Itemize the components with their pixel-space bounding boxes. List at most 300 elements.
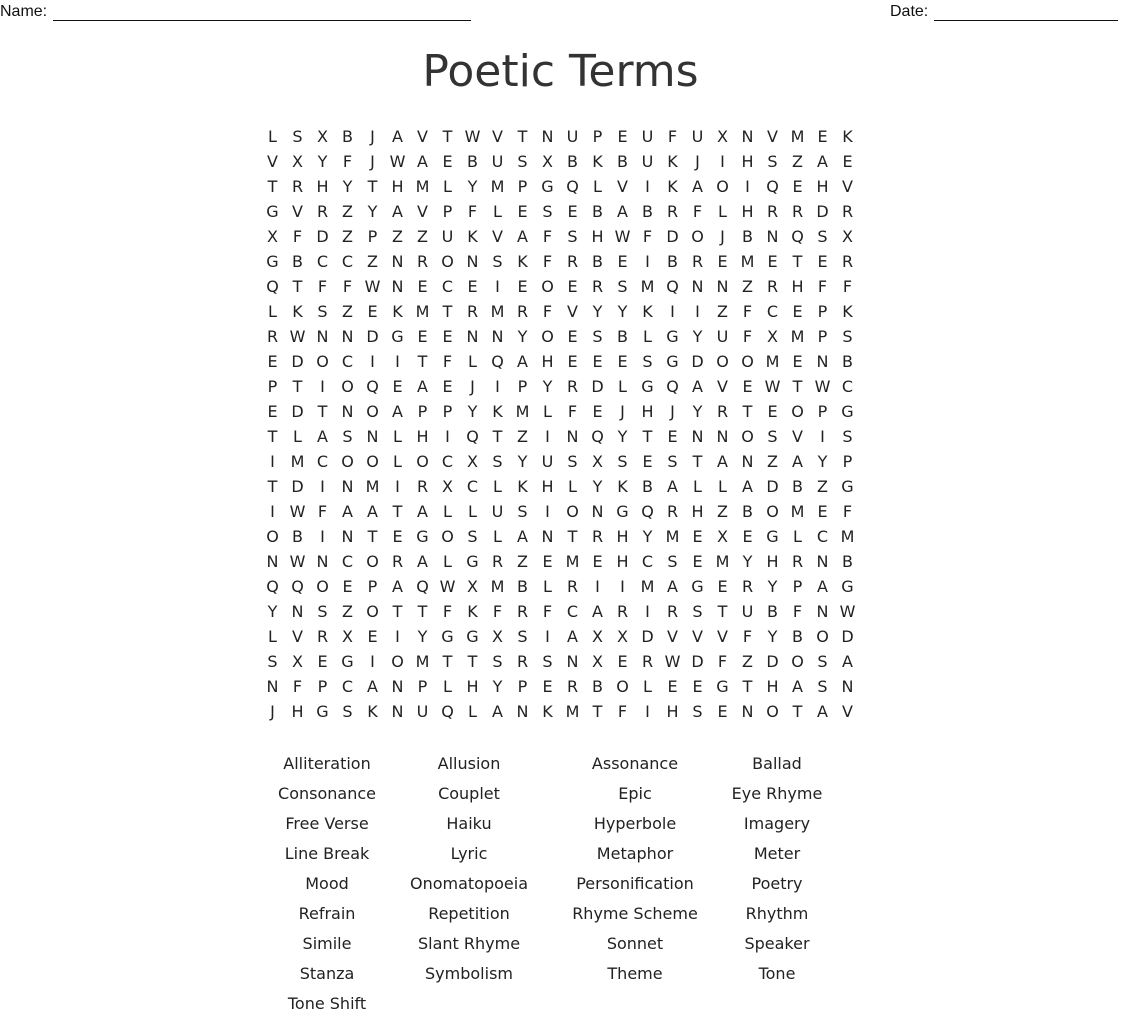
grid-letter: E [517,277,528,296]
grid-letter: K [467,227,478,246]
grid-letter: E [617,652,628,671]
grid-letter: O [341,452,354,471]
grid-letter: A [517,352,528,371]
grid-letter: S [492,452,503,471]
grid-letter: L [643,677,652,696]
grid-letter: X [492,627,503,646]
grid-letter: X [467,577,478,596]
grid-letter: K [592,152,603,171]
grid-letter: N [741,452,754,471]
grid-letter: R [316,627,329,646]
grid-letter: P [367,227,378,246]
word-list-item: Rhyme Scheme [572,904,698,923]
grid-letter: N [291,602,304,621]
grid-letter: T [267,427,278,446]
grid-letter: U [716,327,729,346]
grid-letter: T [292,377,303,396]
grid-letter: O [441,527,454,546]
grid-letter: M [715,552,730,571]
grid-letter: S [642,352,653,371]
grid-letter: N [591,502,604,521]
grid-letter: A [667,577,678,596]
grid-letter: L [468,352,477,371]
grid-letter: Y [317,152,328,171]
word-list-item: Line Break [284,844,370,863]
grid-letter: U [741,602,754,621]
grid-letter: A [392,402,403,421]
grid-letter: X [617,627,628,646]
grid-letter: O [366,602,379,621]
grid-letter: R [416,252,429,271]
word-list-item: Refrain [298,904,356,923]
grid-letter: I [320,527,325,546]
grid-letter: G [766,527,779,546]
grid-letter: N [466,252,479,271]
grid-letter: G [466,552,479,571]
grid-letter: I [645,252,650,271]
grid-letter: Q [666,377,679,396]
grid-letter: S [567,227,578,246]
grid-letter: K [492,402,503,421]
grid-letter: N [716,427,729,446]
grid-letter: I [720,152,725,171]
grid-letter: Z [717,302,728,321]
word-list-item: Onomatopoeia [409,874,528,893]
word-list-item: Lyric [450,844,488,863]
grid-letter: P [592,127,603,146]
grid-letter: S [692,702,703,721]
grid-letter: G [841,402,854,421]
grid-letter: E [317,652,328,671]
name-blank-line[interactable] [53,2,471,21]
grid-letter: I [270,502,275,521]
grid-letter: P [317,677,328,696]
grid-letter: E [417,277,428,296]
grid-letter: Q [791,227,804,246]
grid-letter: Y [467,177,478,196]
grid-letter: G [541,177,554,196]
grid-letter: B [617,152,628,171]
grid-letter: H [766,552,779,571]
grid-letter: F [692,202,703,221]
grid-letter: G [691,577,704,596]
grid-letter: R [316,202,329,221]
grid-letter: A [392,202,403,221]
grid-letter: O [716,177,729,196]
grid-letter: A [617,202,628,221]
grid-letter: B [617,327,628,346]
grid-letter: Y [342,177,353,196]
grid-letter: N [816,352,829,371]
grid-letter: L [593,177,602,196]
grid-letter: P [442,402,453,421]
grid-letter: N [341,327,354,346]
grid-letter: L [793,527,802,546]
word-list-item: Free Verse [285,814,369,833]
grid-letter: V [492,227,503,246]
grid-letter: F [817,277,828,296]
grid-letter: Y [742,552,753,571]
word-list-item: Metaphor [596,844,674,863]
grid-letter: Y [817,452,828,471]
grid-letter: N [466,327,479,346]
grid-letter: Z [742,277,753,296]
grid-letter: R [591,527,604,546]
grid-letter: F [742,327,753,346]
grid-letter: B [342,127,353,146]
grid-letter: L [443,677,452,696]
grid-letter: L [293,427,302,446]
grid-letter: E [717,577,728,596]
grid-letter: G [416,527,429,546]
grid-letter: R [666,502,679,521]
grid-letter: Q [266,577,279,596]
grid-letter: X [717,127,728,146]
name-field[interactable] [0,2,471,21]
word-list-item: Repetition [428,904,510,923]
grid-letter: U [641,127,654,146]
grid-letter: P [817,302,828,321]
grid-letter: Y [467,402,478,421]
grid-letter: P [517,377,528,396]
grid-letter: B [742,502,753,521]
grid-letter: Q [766,177,779,196]
grid-letter: J [470,377,475,396]
grid-letter: E [517,202,528,221]
word-list-item: Couplet [438,784,500,803]
grid-letter: P [517,177,528,196]
grid-letter: S [317,602,328,621]
grid-letter: U [641,152,654,171]
grid-letter: S [817,227,828,246]
grid-letter: E [592,402,603,421]
grid-letter: R [566,677,579,696]
grid-letter: R [491,552,504,571]
grid-letter: I [645,702,650,721]
grid-letter: T [392,602,403,621]
grid-letter: S [817,652,828,671]
grid-letter: O [541,327,554,346]
grid-letter: Y [642,527,653,546]
grid-letter: C [766,302,779,321]
grid-letter: H [741,202,754,221]
grid-letter: T [367,527,378,546]
date-field[interactable] [890,2,1118,21]
grid-letter: G [441,627,454,646]
grid-letter: E [467,277,478,296]
grid-letter: S [767,152,778,171]
grid-letter: Q [366,377,379,396]
grid-letter: N [741,702,754,721]
grid-letter: G [716,677,729,696]
grid-letter: A [792,452,803,471]
grid-letter: I [645,177,650,196]
grid-letter: X [592,452,603,471]
grid-letter: E [692,552,703,571]
grid-letter: E [667,677,678,696]
grid-letter: O [816,627,829,646]
word-list-item: Simile [302,934,352,953]
grid-letter: U [491,502,504,521]
grid-letter: D [841,627,854,646]
grid-letter: B [792,477,803,496]
grid-letter: D [291,402,304,421]
grid-letter: R [841,252,854,271]
grid-letter: I [370,352,375,371]
grid-letter: P [417,402,428,421]
grid-letter: A [417,152,428,171]
grid-letter: S [567,452,578,471]
grid-letter: K [842,127,853,146]
grid-letter: R [766,202,779,221]
grid-letter: W [814,377,831,396]
grid-letter: F [792,602,803,621]
grid-letter: Q [491,352,504,371]
grid-letter: R [716,402,729,421]
grid-letter: K [292,302,303,321]
grid-letter: C [341,552,354,571]
grid-letter: C [341,677,354,696]
grid-letter: Q [591,427,604,446]
grid-letter: E [542,552,553,571]
grid-letter: T [792,252,803,271]
grid-letter: Z [342,227,353,246]
grid-letter: M [565,702,580,721]
grid-letter: N [491,327,504,346]
grid-letter: V [717,377,728,396]
grid-letter: Q [466,427,479,446]
grid-letter: H [691,502,704,521]
grid-letter: L [443,177,452,196]
grid-letter: J [620,402,625,421]
grid-letter: F [567,402,578,421]
grid-letter: Y [692,327,703,346]
word-list-item: Allusion [437,754,501,773]
grid-letter: S [817,677,828,696]
grid-letter: I [270,452,275,471]
grid-letter: W [614,227,631,246]
grid-letter: X [542,152,553,171]
grid-letter: B [292,527,303,546]
grid-letter: P [817,402,828,421]
grid-letter: N [341,402,354,421]
grid-letter: N [366,427,379,446]
word-list-item: Haiku [446,814,492,833]
grid-letter: Y [592,302,603,321]
grid-letter: V [292,627,303,646]
grid-letter: X [592,652,603,671]
grid-letter: E [742,527,753,546]
grid-letter: Y [592,477,603,496]
word-list-item: Tone [758,964,796,983]
grid-letter: K [517,252,528,271]
grid-letter: V [842,177,853,196]
grid-letter: Z [342,302,353,321]
grid-letter: H [741,152,754,171]
grid-letter: P [817,327,828,346]
grid-letter: U [441,227,454,246]
grid-letter: O [766,502,779,521]
grid-letter: N [566,427,579,446]
grid-letter: W [664,652,681,671]
grid-letter: X [342,627,353,646]
grid-letter: Z [717,502,728,521]
grid-letter: W [439,577,456,596]
grid-letter: A [417,502,428,521]
grid-letter: A [592,602,603,621]
word-list-item: Stanza [299,964,355,983]
grid-letter: F [667,127,678,146]
word-list-item: Epic [618,784,652,803]
grid-letter: T [742,402,753,421]
grid-letter: E [342,577,353,596]
grid-letter: F [542,227,553,246]
grid-letter: N [816,602,829,621]
grid-letter: R [791,552,804,571]
grid-letter: T [442,652,453,671]
grid-letter: L [493,527,502,546]
grid-letter: Z [392,227,403,246]
grid-letter: F [292,677,303,696]
grid-letter: X [767,327,778,346]
grid-letter: O [266,527,279,546]
grid-letter: D [641,627,654,646]
grid-letter: Q [291,577,304,596]
grid-letter: A [817,577,828,596]
page-title: Poetic Terms [422,46,699,97]
grid-letter: F [342,152,353,171]
grid-letter: M [490,577,505,596]
grid-letter: Q [416,577,429,596]
grid-letter: X [442,477,453,496]
grid-letter: F [342,277,353,296]
grid-letter: C [466,477,479,496]
grid-letter: O [716,352,729,371]
grid-letter: Y [542,377,553,396]
grid-letter: E [592,552,603,571]
grid-letter: B [842,552,853,571]
date-blank-line[interactable] [934,2,1118,21]
grid-letter: F [842,277,853,296]
grid-letter: D [766,477,779,496]
grid-letter: L [268,627,277,646]
grid-letter: E [642,452,653,471]
grid-letter: I [545,627,550,646]
grid-letter: M [290,452,305,471]
grid-letter: C [341,352,354,371]
grid-letter: C [316,252,329,271]
grid-letter: E [567,352,578,371]
grid-letter: I [545,427,550,446]
grid-letter: H [766,677,779,696]
grid-letter: K [542,702,553,721]
grid-letter: A [392,577,403,596]
word-list-item: Hyperbole [593,814,677,833]
grid-letter: N [716,277,729,296]
grid-letter: G [841,577,854,596]
grid-letter: F [717,652,728,671]
grid-letter: B [792,627,803,646]
grid-letter: E [267,402,278,421]
grid-letter: N [541,527,554,546]
grid-letter: E [442,327,453,346]
grid-letter: S [342,702,353,721]
grid-letter: S [667,552,678,571]
grid-letter: M [415,177,430,196]
grid-letter: T [517,127,528,146]
grid-letter: E [392,377,403,396]
grid-letter: E [367,627,378,646]
grid-letter: I [370,652,375,671]
grid-letter: A [667,477,678,496]
grid-letter: V [267,152,278,171]
grid-letter: W [464,127,481,146]
grid-letter: I [695,302,700,321]
grid-letter: M [515,402,530,421]
grid-letter: S [667,452,678,471]
grid-letter: K [392,302,403,321]
grid-letter: C [316,452,329,471]
grid-letter: Q [266,277,279,296]
grid-letter: Z [767,452,778,471]
grid-letter: E [817,252,828,271]
grid-letter: E [792,302,803,321]
grid-letter: D [316,227,329,246]
grid-letter: T [592,702,603,721]
word-list-item: Tone Shift [287,994,367,1013]
grid-letter: H [391,177,404,196]
grid-letter: L [493,477,502,496]
grid-letter: T [292,277,303,296]
grid-letter: E [542,677,553,696]
grid-letter: O [691,227,704,246]
grid-letter: G [641,377,654,396]
grid-letter: R [791,202,804,221]
grid-letter: N [341,477,354,496]
grid-letter: F [317,277,328,296]
grid-letter: S [542,202,553,221]
grid-letter: L [268,302,277,321]
grid-letter: H [791,277,804,296]
grid-letter: N [566,652,579,671]
grid-letter: B [592,252,603,271]
grid-letter: K [667,152,678,171]
grid-letter: T [367,177,378,196]
grid-letter: F [642,227,653,246]
grid-letter: F [442,602,453,621]
grid-letter: E [442,377,453,396]
grid-letter: L [568,477,577,496]
grid-letter: K [842,302,853,321]
grid-letter: O [366,552,379,571]
word-list-item: Alliteration [283,754,371,773]
grid-letter: I [395,352,400,371]
grid-letter: M [740,252,755,271]
grid-letter: N [391,702,404,721]
grid-letter: W [764,377,781,396]
grid-letter: Z [417,227,428,246]
grid-letter: E [617,127,628,146]
grid-letter: S [517,502,528,521]
grid-letter: V [717,627,728,646]
grid-letter: E [792,177,803,196]
grid-letter: I [495,277,500,296]
word-list-item: Slant Rhyme [417,934,521,953]
grid-letter: S [517,627,528,646]
grid-letter: B [592,202,603,221]
grid-letter: T [492,427,503,446]
grid-letter: R [516,602,529,621]
